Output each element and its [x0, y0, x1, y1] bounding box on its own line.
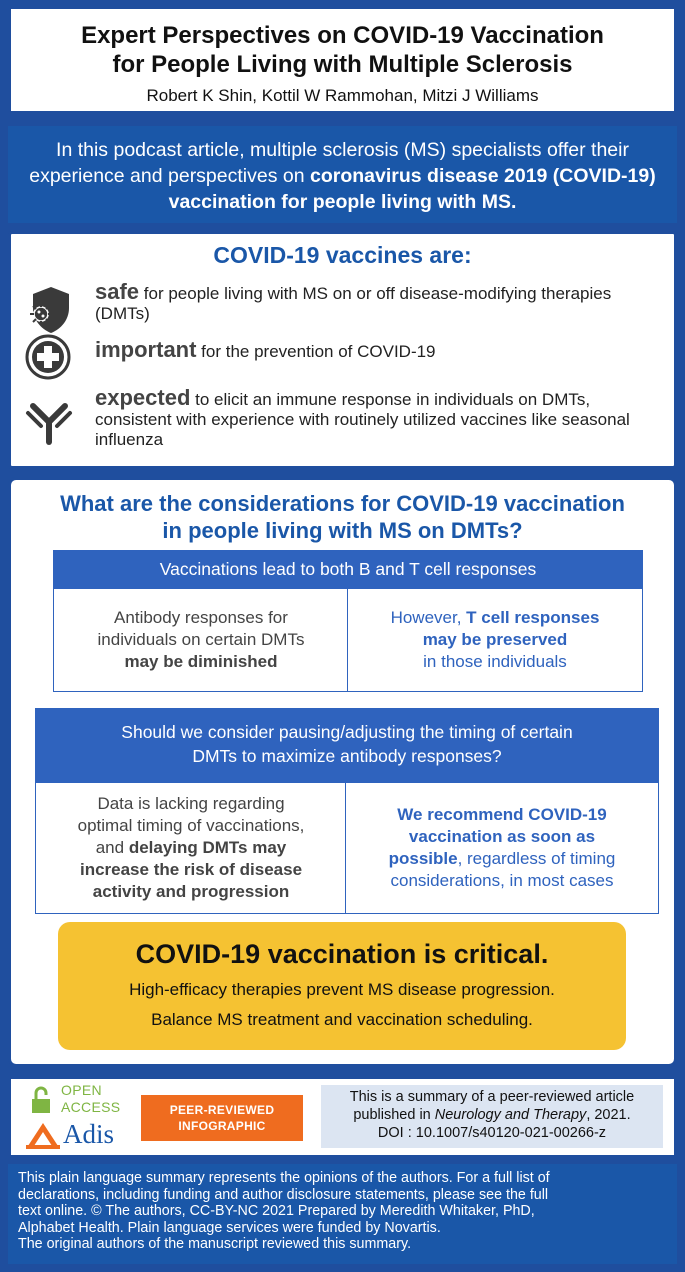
block1-header: Vaccinations lead to both B and T cell responses	[53, 550, 643, 588]
medical-cross-icon	[25, 334, 71, 380]
block2-left-bold-1: delaying DMTs may	[128, 838, 287, 857]
block2-header-line-1: Should we consider pausing/adjusting the timing of certain	[121, 722, 573, 742]
block1-right-bold-1: T cell responses	[466, 608, 600, 627]
badge-line-1: PEER-REVIEWED	[169, 1103, 275, 1117]
open-access-lock-icon	[31, 1086, 51, 1114]
vaccine-expected-text	[95, 385, 658, 450]
block2-left-bold-3: activity and progression	[92, 882, 290, 901]
badge-line-2: INFOGRAPHIC	[178, 1119, 266, 1133]
intro-bold-text: coronavirus disease 2019 (COVID-19) vaccination for people living with MS.	[168, 165, 656, 213]
citation-line-1: This is a summary of a peer-reviewed article	[349, 1089, 635, 1105]
block1-right-bold-2: may be preserved	[422, 630, 568, 649]
peer-reviewed-badge	[141, 1095, 303, 1141]
article-title	[11, 21, 674, 79]
block2-left-bold-2: increase the risk of disease	[79, 860, 303, 879]
title-line-2: for People Living with Multiple Sclerosis	[112, 51, 573, 78]
doi-text: DOI : 10.1007/s40120-021-00266-z	[377, 1125, 607, 1141]
vaccine-expected-desc: to elicit an immune response in individuals on DMTs, consistent with experience with routinely utilized vaccines like seasonal influenza	[95, 390, 630, 449]
critical-callout	[58, 922, 626, 1050]
title-panel	[8, 6, 677, 114]
journal-name: Neurology and Therapy	[434, 1107, 587, 1123]
block1-left-line-1: Antibody responses for	[114, 608, 288, 627]
critical-line-2: Balance MS treatment and vaccination scheduling.	[151, 1010, 533, 1029]
keyword-important: important	[95, 337, 197, 362]
considerations-heading-line-1: What are the considerations for COVID-19 vaccination	[60, 491, 625, 516]
block1-right-pre: However,	[390, 608, 467, 627]
block2-left-cell	[35, 782, 347, 914]
block2-right-cell	[345, 782, 659, 914]
block1-left-cell	[53, 588, 349, 692]
citation-pre: published in	[353, 1107, 435, 1123]
block2-right-post-2: considerations, in most cases	[390, 871, 614, 890]
title-line-1: Expert Perspectives on COVID-19 Vaccination	[81, 22, 604, 49]
citation-box	[321, 1085, 663, 1148]
intro-panel	[8, 126, 677, 223]
disclaimer-line-5: The original authors of the manuscript reviewed this summary.	[18, 1236, 412, 1252]
block2-right-pre: We	[397, 805, 428, 824]
vaccine-safe-text	[95, 279, 658, 324]
block2-right-post-1: , regardless of timing	[457, 849, 616, 868]
authors: Robert K Shin, Kottil W Rammohan, Mitzi J Williams	[146, 86, 539, 105]
block2-left-line-3: and	[95, 838, 129, 857]
vaccine-important-text	[95, 337, 658, 362]
access-label: ACCESS	[61, 1099, 121, 1115]
block2-header	[35, 708, 659, 782]
disclaimer-line-3: text online. © The authors, CC-BY-NC 2021 Prepared by Meredith Whitaker, PhD,	[18, 1203, 535, 1219]
disclaimer-line-4: Alphabet Health. Plain language services were funded by Novartis.	[18, 1219, 441, 1236]
critical-line-1: High-efficacy therapies prevent MS disease progression.	[129, 980, 555, 999]
intro-text: In this podcast article, multiple sclerosis (MS) specialists offer their experience and perspectives on	[29, 139, 629, 187]
block2-right-bold-2: vaccination as soon as	[408, 827, 596, 846]
critical-headline: COVID-19 vaccination is critical.	[135, 939, 549, 969]
considerations-heading-line-2: in people living with MS on DMTs?	[162, 518, 523, 543]
block2-left-line-1: Data is lacking regarding	[97, 794, 285, 813]
adis-logo-icon	[23, 1120, 63, 1152]
block1-right-post: in those individuals	[423, 652, 567, 671]
keyword-expected: expected	[95, 385, 191, 410]
block2-left-line-2: optimal timing of vaccinations,	[77, 816, 305, 835]
open-access-label	[61, 1082, 120, 1116]
block1-right-cell	[347, 588, 643, 692]
block1-left-line-2: individuals on certain DMTs	[97, 630, 305, 649]
antibody-icon	[23, 394, 75, 446]
vaccines-heading: COVID-19 vaccines are:	[213, 242, 472, 268]
footer-panel	[8, 1076, 677, 1158]
disclaimer-line-2: declarations, including funding and author disclosure statements, please see the full	[18, 1186, 549, 1203]
block1-left-bold: may be diminished	[124, 652, 278, 671]
block2-right-bold-1: recommend COVID-19	[427, 805, 607, 824]
vaccine-safe-desc: for people living with MS on or off disease-modifying therapies (DMTs)	[95, 284, 612, 323]
vaccines-panel	[8, 231, 677, 469]
vaccine-important-desc: for the prevention of COVID-19	[196, 342, 436, 361]
shield-virus-icon	[23, 284, 75, 336]
considerations-heading	[11, 490, 674, 544]
publisher-name: Adis	[63, 1119, 115, 1149]
open-label: OPEN	[61, 1082, 102, 1098]
disclaimer-line-1: This plain language summary represents the opinions of the authors. For a full list of	[18, 1170, 550, 1186]
block2-header-line-2: DMTs to maximize antibody responses?	[192, 746, 502, 766]
block2-right-bold-3: possible	[388, 849, 458, 868]
disclaimer	[8, 1164, 677, 1264]
keyword-safe: safe	[95, 279, 140, 304]
citation-post: , 2021.	[586, 1107, 631, 1123]
